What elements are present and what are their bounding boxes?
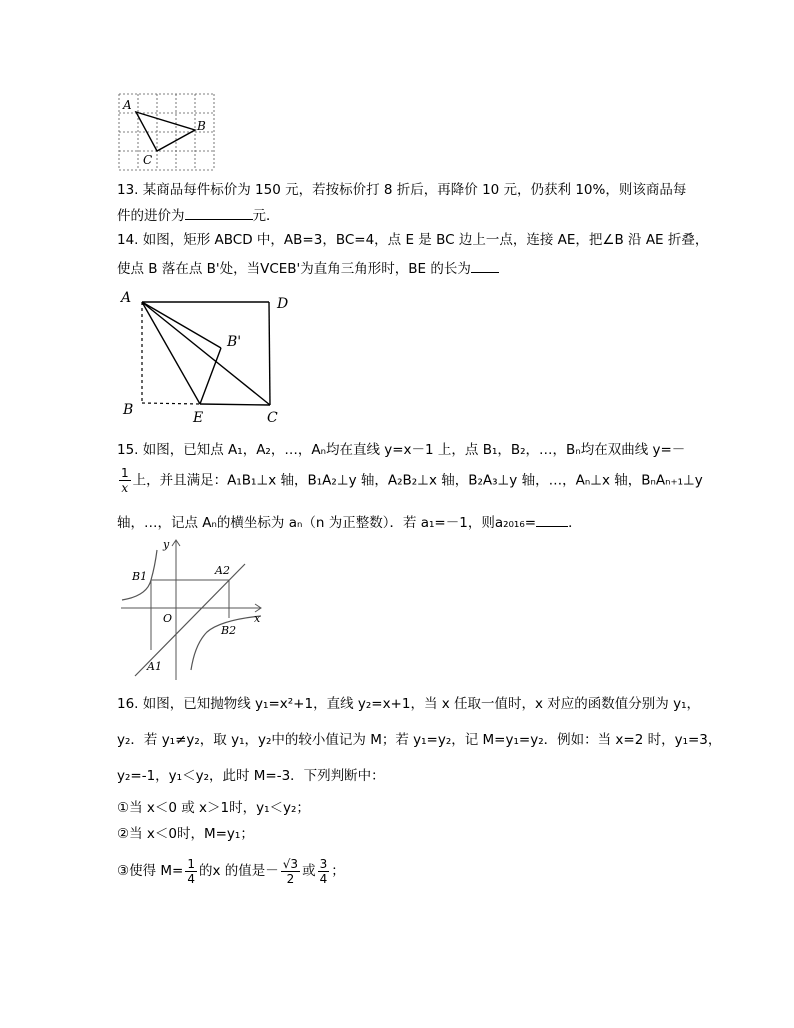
q16-line2: y₂．若 y₁≠y₂，取 y₁，y₂中的较小值记为 M；若 y₁=y₂，记 M=y₁=y₂．例如：当 x=2 时，y₁=3， [117,732,722,748]
q16-frac1-num: 1 [187,856,195,871]
q16-frac2-num: √3 [282,856,299,871]
fig14-label-b: B [123,402,134,418]
q15-fraction [119,466,131,495]
fig14-label-e: E [193,410,204,426]
q15-line3 [117,512,582,533]
q16-frac3-den: 4 [319,871,328,886]
q13-line1: 13. 某商品每件标价为 150 元，若按标价打 8 折后，再降价 10 元，仍获利 10%，则该商品每 [117,182,687,198]
q16-item1: ①当 x＜0 或 x＞1时，y₁＜y₂； [117,800,310,816]
rectangle-fold-figure [117,288,297,426]
q15-line1: 15. 如图，已知点 A₁，A₂，…，Aₙ均在直线 y=x－1 上，点 B₁，B₂，…，Bₙ均在双曲线 y=－ [117,442,686,458]
q16-fraction-3 [318,857,330,886]
q14-answer-blank[interactable] [471,258,499,273]
q16-line3: y₂=-1，y₁＜y₂，此时 M=-3．下列判断中： [117,768,385,784]
fig14-label-d: D [277,296,289,312]
fig12-label-a: A [123,98,132,112]
grid-triangle-figure [117,92,217,172]
q14-line1: 14. 如图，矩形 ABCD 中，AB=3，BC=4，点 E 是 BC 边上一点，连接 AE，把∠B 沿 AE 折叠， [117,232,709,248]
q16-frac2-den: 2 [286,871,295,886]
q13-text-a: 件的进价为 [117,208,185,224]
q16-item3-text-c: 或 [302,863,316,879]
fig15-label-b1: B1 [132,570,148,583]
fig15-label-x: x [254,612,261,625]
q16-fraction-2 [281,857,300,886]
q15-text-b: ． [568,515,582,531]
fig12-label-b: B [197,119,206,133]
q16-item2: ②当 x＜0时，M=y₁； [117,826,254,842]
fig15-label-b2: B2 [221,624,237,637]
q16-item3-text-b: 的x 的值是－ [199,863,279,879]
fig14-label-a: A [121,290,132,306]
hyperbola-line-figure [117,536,267,682]
q13-text-b: 元． [252,208,280,224]
fig14-label-c: C [267,410,278,426]
q13-line2 [117,205,280,226]
q15-frac-den: x [121,481,129,495]
q16-frac1-den: 4 [187,871,195,886]
q16-line1: 16. 如图，已知抛物线 y₁=x²+1，直线 y₂=x+1，当 x 任取一值时，x 对应的函数值分别为 y₁， [117,696,701,712]
q13-answer-blank[interactable] [185,205,253,220]
fig15-label-o: O [163,612,173,625]
fig14-label-bprime: B' [227,334,242,350]
q14-text: 使点 B 落在点 B'处，当VCEB'为直角三角形时，BE 的长为 [117,261,471,277]
fig15-label-a1: A1 [147,660,162,673]
q14-line2 [117,258,499,279]
q15-line2 [117,466,703,495]
fig12-label-c: C [143,153,153,167]
q16-item3 [117,856,345,886]
q15-frac-num: 1 [121,466,129,480]
fig15-label-y: y [163,538,170,551]
q16-fraction-1 [185,857,197,886]
q15-line2-text: 上，并且满足：A₁B₁⊥x 轴，B₁A₂⊥y 轴，A₂B₂⊥x 轴，B₂A₃⊥y 轴，…，Aₙ⊥x 轴，BₙAₙ₊₁⊥y [132,472,703,489]
q16-item3-text-d: ； [331,863,345,879]
fig15-label-a2: A2 [215,564,230,577]
q16-item3-text-a: ③使得 M= [117,863,184,879]
q16-frac3-num: 3 [319,856,328,871]
q15-answer-blank[interactable] [536,512,568,527]
q15-text-a: 轴，…，记点 Aₙ的横坐标为 aₙ（n 为正整数）．若 a₁=－1，则a₂₀₁₆= [117,515,537,531]
